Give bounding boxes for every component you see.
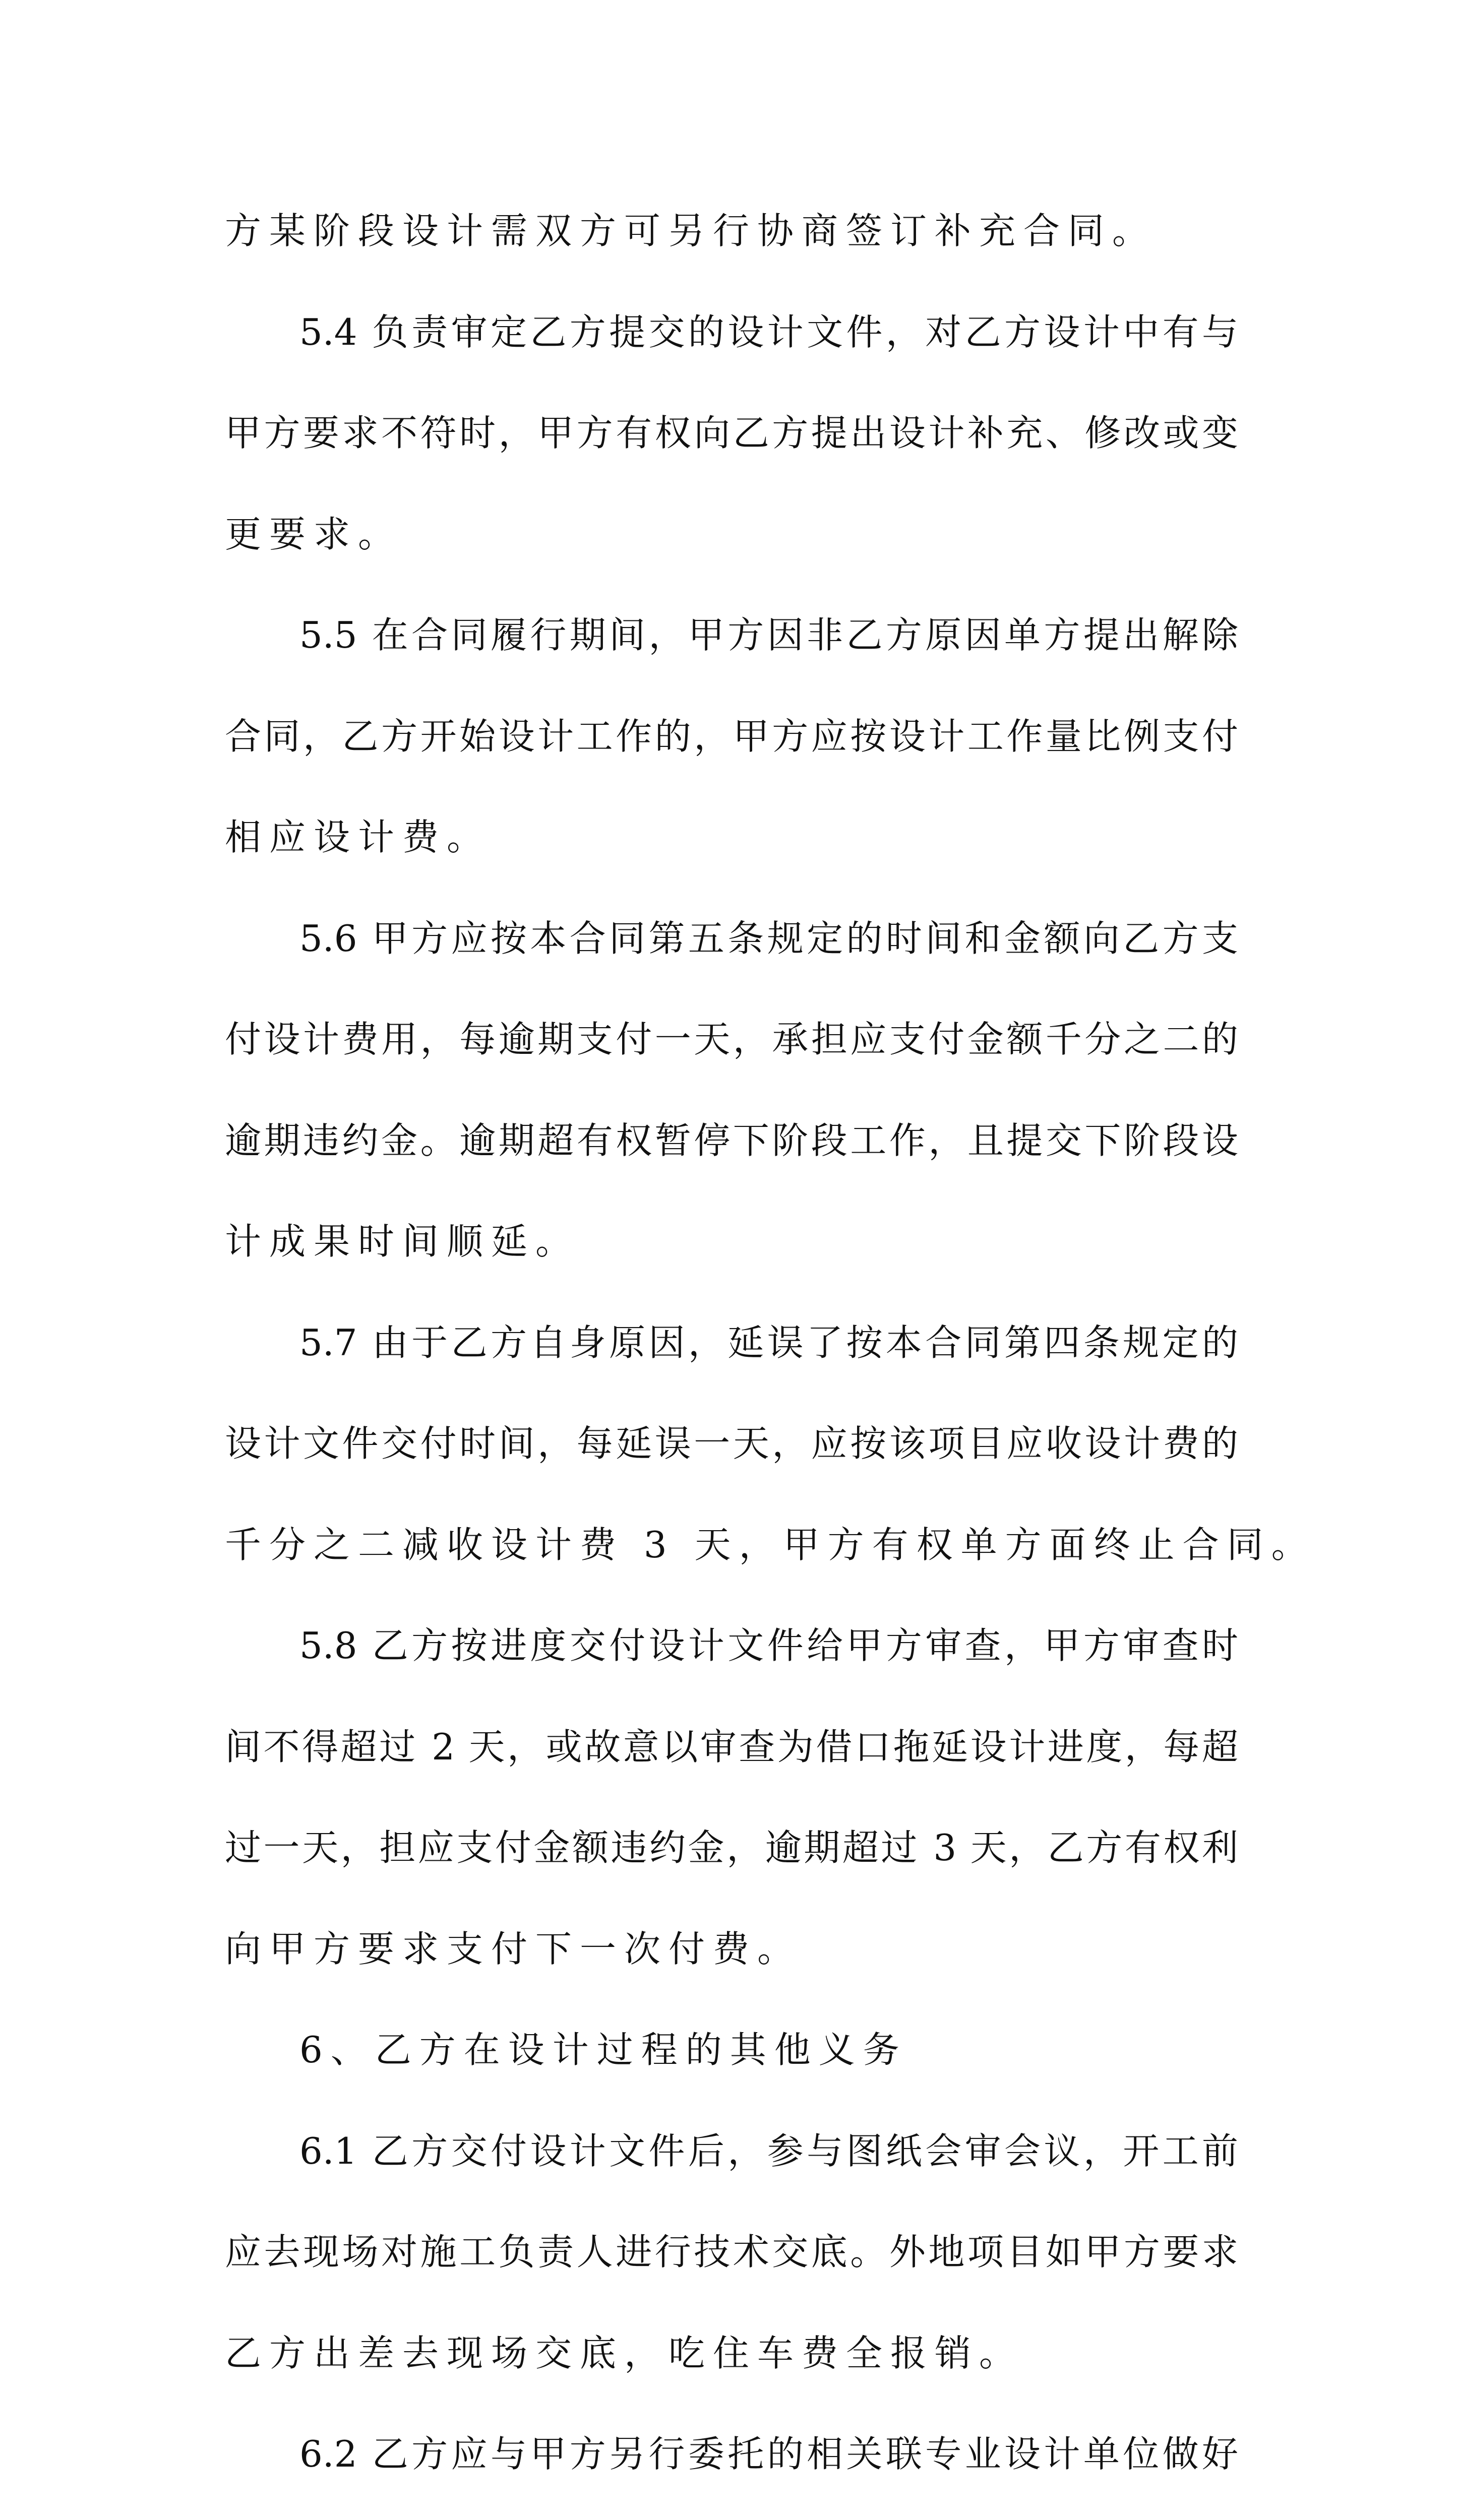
- text-line: 设计文件交付时间，每延误一天，应按该项目应收设计费的: [225, 1393, 1238, 1494]
- section-6-heading: 6、乙方在设计过程的其他义务: [225, 1999, 1238, 2101]
- text-line: 千分之二减收设计费 3 天，甲方有权单方面终止合同。: [225, 1494, 1238, 1596]
- text-line: 合同，乙方开始设计工作的，甲方应按设计工作量比例支付: [225, 686, 1238, 787]
- text-line: [225, 2505, 1238, 2520]
- text-line: 应去现场对施工负责人进行技术交底。外地项目如甲方要求: [225, 2201, 1238, 2303]
- text-line: 方某阶段设计需双方可另行协商签订补充合同。: [225, 180, 1238, 282]
- text-line: 向甲方要求支付下一次付费。: [225, 1899, 1238, 2000]
- clause-5-5-line: 5.5 在合同履行期间，甲方因非乙方原因单方提出解除: [225, 585, 1238, 686]
- text-line: 更要求。: [225, 484, 1238, 585]
- clause-5-4-line: 5.4 负责审定乙方提交的设计文件，对乙方设计中有与: [225, 282, 1238, 383]
- text-line: 计成果时间顺延。: [225, 1191, 1238, 1292]
- text-line: 间不得超过 2 天，或故意以审查为借口拖延设计进度，每超: [225, 1696, 1238, 1798]
- clause-5-7-line: 5.7 由于乙方自身原因，延误了按本合同第四条规定的: [225, 1292, 1238, 1394]
- clause-6-2-line: 6.2 乙方应与甲方另行委托的相关联专业设计单位做好: [225, 2404, 1238, 2505]
- text-line: 逾期违约金。逾期超有权暂停下阶段工作，且提交下阶段设: [225, 1090, 1238, 1191]
- clause-6-1-line: 6.1 乙方交付设计文件后，参与图纸会审会议，开工前: [225, 2101, 1238, 2202]
- text-line: 甲方要求不符时，甲方有权向乙方提出设计补充、修改或变: [225, 383, 1238, 484]
- document-body: [225, 180, 1238, 2520]
- text-line: 付设计费用，每逾期支付一天，承担应支付金额千分之二的: [225, 989, 1238, 1090]
- text-line: 过一天，担应支付金额违约金，逾期超过 3 天，乙方有权利: [225, 1797, 1238, 1899]
- text-line: 乙方出差去现场交底，吃住车费全报销。: [225, 2303, 1238, 2404]
- clause-5-6-line: 5.6 甲方应按本合同第五条规定的时间和金额向乙方支: [225, 888, 1238, 989]
- text-line: 相应设计费。: [225, 787, 1238, 888]
- clause-5-8-line: 5.8 乙方按进度交付设计文件给甲方审查，甲方审查时: [225, 1595, 1238, 1696]
